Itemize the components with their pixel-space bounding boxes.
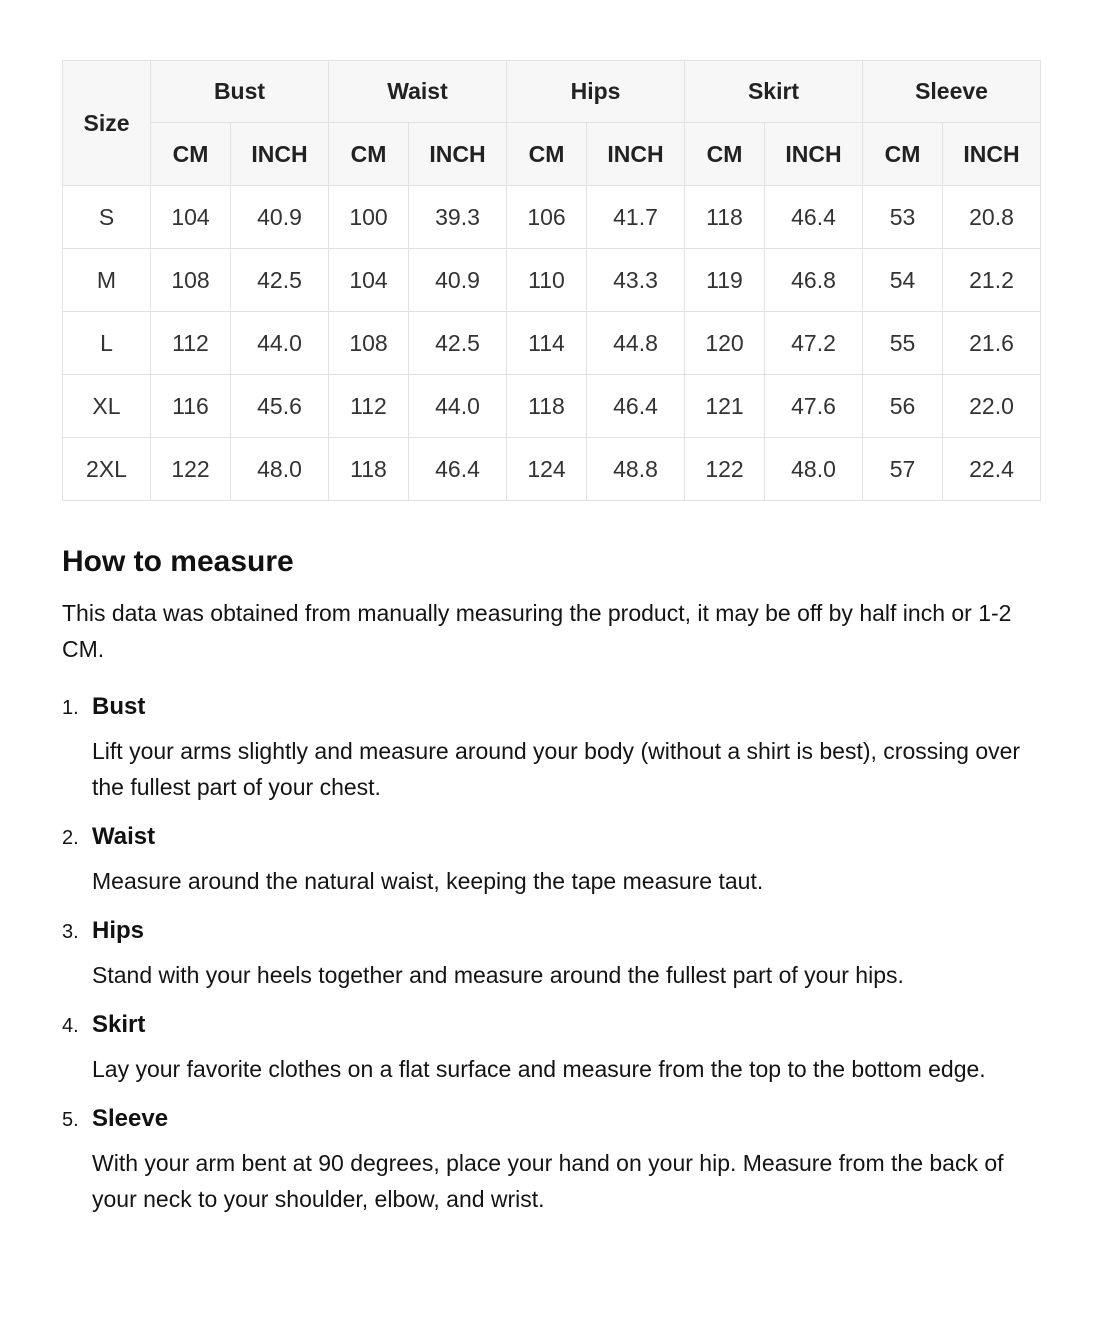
- size-label: M: [63, 249, 151, 312]
- cell-value: 120: [685, 312, 765, 375]
- cell-value: 42.5: [409, 312, 507, 375]
- measure-step-skirt: [62, 1011, 1040, 1087]
- cell-value: 42.5: [231, 249, 329, 312]
- cell-value: 22.0: [943, 375, 1041, 438]
- step-term: Hips: [92, 917, 145, 944]
- unit-header-hips-inch: INCH: [587, 123, 685, 186]
- step-description: Stand with your heels together and measure around the fullest part of your hips.: [92, 962, 904, 988]
- cell-value: 122: [685, 438, 765, 501]
- cell-value: 112: [329, 375, 409, 438]
- measure-step-bust: [62, 693, 1040, 805]
- cell-value: 124: [507, 438, 587, 501]
- unit-header-sleeve-cm: CM: [863, 123, 943, 186]
- step-term: Waist: [92, 823, 156, 850]
- step-term: Skirt: [92, 1011, 146, 1038]
- section-title: How to measure: [62, 545, 294, 578]
- step-description: Lift your arms slightly and measure around your body (without a shirt is best), crossing over the fullest part of your chest.: [92, 738, 1021, 800]
- step-term: Sleeve: [92, 1105, 169, 1132]
- cell-value: 119: [685, 249, 765, 312]
- column-header-bust: Bust: [151, 61, 329, 123]
- cell-value: 53: [863, 186, 943, 249]
- cell-value: 118: [329, 438, 409, 501]
- cell-value: 104: [329, 249, 409, 312]
- cell-value: 44.0: [231, 312, 329, 375]
- cell-value: 47.6: [765, 375, 863, 438]
- cell-value: 55: [863, 312, 943, 375]
- unit-header-sleeve-inch: INCH: [943, 123, 1041, 186]
- measure-disclaimer: This data was obtained from manually measuring the product, it may be off by half inch or 1-2 CM.: [62, 600, 1012, 662]
- cell-value: 47.2: [765, 312, 863, 375]
- table-row: [63, 375, 1041, 438]
- cell-value: 48.8: [587, 438, 685, 501]
- table-row: [63, 312, 1041, 375]
- size-label: XL: [63, 375, 151, 438]
- cell-value: 106: [507, 186, 587, 249]
- column-header-waist: Waist: [329, 61, 507, 123]
- step-number: 1.: [62, 697, 79, 719]
- cell-value: 21.2: [943, 249, 1041, 312]
- cell-value: 56: [863, 375, 943, 438]
- unit-header-skirt-cm: CM: [685, 123, 765, 186]
- cell-value: 44.0: [409, 375, 507, 438]
- unit-header-bust-inch: INCH: [231, 123, 329, 186]
- cell-value: 46.8: [765, 249, 863, 312]
- size-chart-table: [62, 60, 1041, 501]
- table-header-group-row: [63, 61, 1041, 123]
- column-header-sleeve: Sleeve: [863, 61, 1041, 123]
- step-number: 3.: [62, 921, 79, 943]
- unit-header-hips-cm: CM: [507, 123, 587, 186]
- unit-header-waist-cm: CM: [329, 123, 409, 186]
- column-header-size: Size: [63, 61, 151, 186]
- cell-value: 40.9: [409, 249, 507, 312]
- size-label: 2XL: [63, 438, 151, 501]
- table-header-unit-row: [63, 123, 1041, 186]
- table-row: [63, 249, 1041, 312]
- cell-value: 104: [151, 186, 231, 249]
- cell-value: 46.4: [765, 186, 863, 249]
- measure-step-hips: [62, 917, 1040, 993]
- measure-step-waist: [62, 823, 1040, 899]
- size-label: L: [63, 312, 151, 375]
- unit-header-waist-inch: INCH: [409, 123, 507, 186]
- cell-value: 45.6: [231, 375, 329, 438]
- step-description: Measure around the natural waist, keeping the tape measure taut.: [92, 868, 764, 894]
- cell-value: 46.4: [587, 375, 685, 438]
- unit-header-skirt-inch: INCH: [765, 123, 863, 186]
- step-term: Bust: [92, 693, 146, 720]
- unit-header-bust-cm: CM: [151, 123, 231, 186]
- cell-value: 100: [329, 186, 409, 249]
- cell-value: 116: [151, 375, 231, 438]
- how-to-measure-section: [62, 545, 1040, 1217]
- step-description: Lay your favorite clothes on a flat surface and measure from the top to the bottom edge.: [92, 1056, 986, 1082]
- column-header-skirt: Skirt: [685, 61, 863, 123]
- cell-value: 48.0: [231, 438, 329, 501]
- cell-value: 108: [151, 249, 231, 312]
- cell-value: 20.8: [943, 186, 1041, 249]
- cell-value: 110: [507, 249, 587, 312]
- table-row: [63, 438, 1041, 501]
- size-label: S: [63, 186, 151, 249]
- cell-value: 54: [863, 249, 943, 312]
- cell-value: 46.4: [409, 438, 507, 501]
- cell-value: 121: [685, 375, 765, 438]
- cell-value: 122: [151, 438, 231, 501]
- cell-value: 57: [863, 438, 943, 501]
- cell-value: 108: [329, 312, 409, 375]
- cell-value: 40.9: [231, 186, 329, 249]
- measure-step-sleeve: [62, 1105, 1040, 1217]
- cell-value: 114: [507, 312, 587, 375]
- measure-steps-list: [62, 693, 1040, 1217]
- cell-value: 112: [151, 312, 231, 375]
- cell-value: 41.7: [587, 186, 685, 249]
- cell-value: 43.3: [587, 249, 685, 312]
- cell-value: 22.4: [943, 438, 1041, 501]
- step-number: 4.: [62, 1015, 79, 1037]
- cell-value: 44.8: [587, 312, 685, 375]
- step-description: With your arm bent at 90 degrees, place your hand on your hip. Measure from the back of your neck to your shoulder, elbow, and wrist.: [92, 1150, 1004, 1212]
- step-number: 2.: [62, 827, 79, 849]
- cell-value: 39.3: [409, 186, 507, 249]
- cell-value: 118: [507, 375, 587, 438]
- cell-value: 21.6: [943, 312, 1041, 375]
- cell-value: 48.0: [765, 438, 863, 501]
- cell-value: 118: [685, 186, 765, 249]
- table-row: [63, 186, 1041, 249]
- step-number: 5.: [62, 1109, 79, 1131]
- column-header-hips: Hips: [507, 61, 685, 123]
